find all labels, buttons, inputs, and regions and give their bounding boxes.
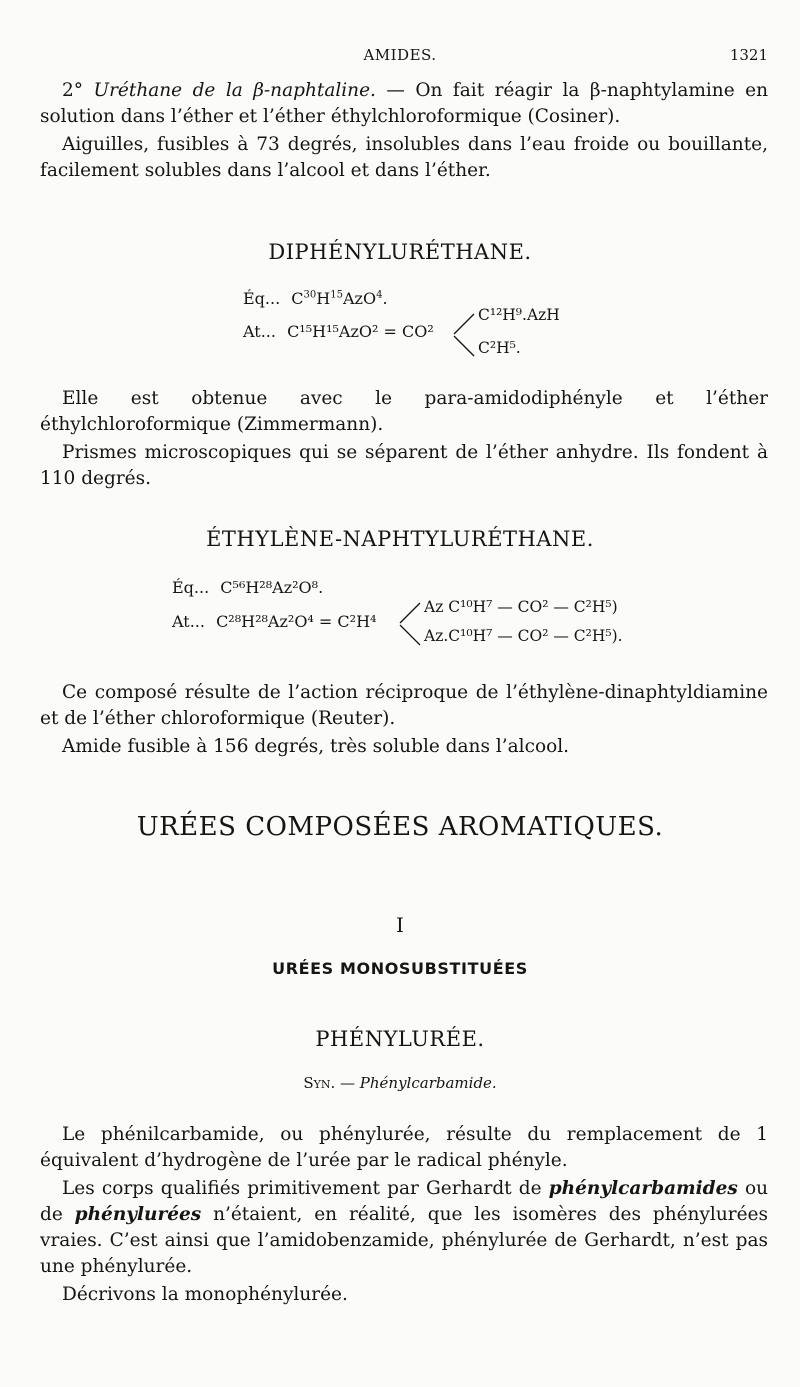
synonym-line: Syn. — Phénylcarbamide. xyxy=(303,1074,497,1092)
part-heading: URÉES COMPOSÉES AROMATIQUES. xyxy=(136,812,664,842)
eq-label: Éq... xyxy=(243,289,281,308)
term-phenylcarbamides: phénylcarbamides xyxy=(548,1178,738,1199)
section-title: URÉES MONOSUBSTITUÉES xyxy=(272,959,528,978)
eq-label: Éq... xyxy=(172,578,210,597)
urethane-naphtaline-properties xyxy=(40,132,768,184)
ethylene-at-formula xyxy=(172,612,376,631)
properties-text: Aiguilles, fusibles à 73 degrés, insolubles dans l’eau froide ou bouillante, facilement solubles dans l’alcool et dans l’éther. xyxy=(40,134,768,181)
ethylene-branch-top: Az C¹⁰H⁷ — CO² — C²H⁵) xyxy=(424,598,618,616)
at-label: At... xyxy=(243,322,276,341)
running-head-title: AMIDES. xyxy=(363,46,437,64)
ethylene-eq-formula xyxy=(172,578,323,597)
diphenylurethane-at-formula xyxy=(243,322,434,341)
eq-formula: C⁵⁶H²⁸Az²O⁸. xyxy=(220,578,324,597)
ethylene-naphtylurethane-heading: ÉTHYLÈNE-NAPHTYLURÉTHANE. xyxy=(206,527,594,551)
item-number: 2° xyxy=(62,80,84,101)
ethylene-branch-bottom: Az.C¹⁰H⁷ — CO² — C²H⁵). xyxy=(424,627,623,645)
diphenylurethane-eq-formula xyxy=(243,289,388,308)
ethylene-paragraph-1: Ce composé résulte de l’action réciproque de l’éthylène-dinaphtyldiamine et de l’éther chloroformique (Reuter). xyxy=(40,682,768,729)
section-number: I xyxy=(396,913,404,937)
phenyluree-paragraph-1: Le phénilcarbamide, ou phénylurée, résulte du remplacement de 1 équivalent d’hydrogène de l’urée par le radical phényle. xyxy=(40,1124,768,1171)
synonym-value: Phénylcarbamide. xyxy=(359,1074,497,1092)
eq-formula: $C^{30}H^{15}AzO^4$. xyxy=(291,289,388,308)
urethane-naphtaline-paragraph xyxy=(40,78,768,130)
at-formula-left: C¹⁵H¹⁵AzO² = CO² xyxy=(287,322,434,341)
diphenylurethane-branch-bottom: C²H⁵. xyxy=(478,339,521,357)
ethylene-paragraph-2: Amide fusible à 156 degrés, très soluble dans l’alcool. xyxy=(62,736,570,757)
diphenylurethane-heading: DIPHÉNYLURÉTHANE. xyxy=(268,240,532,264)
item-title: Uréthane de la β-naphtaline. xyxy=(93,80,376,101)
page-number: 1321 xyxy=(729,46,768,64)
item-text: — On fait réagir la β-naphtylamine en solution dans l’éther et l’éther éthylchloroformique (Cosiner). xyxy=(40,80,768,127)
at-label: At... xyxy=(172,612,205,631)
phenyluree-paragraph-3: Décrivons la monophénylurée. xyxy=(62,1284,348,1305)
phenyluree-paragraph-2: Les corps qualifiés primitivement par Gerhardt de phénylcarbamides ou de phénylurées n’étaient, en réalité, que les isomères des phénylurées vraies. C’est ainsi que l’amidobenzamide, phénylurée de Gerhardt, n’est pas une phénylurée. xyxy=(40,1178,768,1277)
phenyluree-heading: PHÉNYLURÉE. xyxy=(315,1027,485,1051)
formula-bracket xyxy=(398,601,424,649)
running-head xyxy=(0,46,800,68)
formula-bracket xyxy=(452,312,478,360)
at-formula-left: C²⁸H²⁸Az²O⁴ = C²H⁴ xyxy=(216,612,377,631)
diphenylurethane-paragraph-2: Prismes microscopiques qui se séparent de l’éther anhydre. Ils fondent à 110 degrés. xyxy=(40,442,768,489)
synonym-label: Syn. xyxy=(303,1074,336,1092)
term-phenylurees: phénylurées xyxy=(74,1204,202,1225)
diphenylurethane-paragraph-1: Elle est obtenue avec le para-amidodiphényle et l’éther éthylchloroformique (Zimmermann). xyxy=(40,388,768,435)
diphenylurethane-branch-top: C¹²H⁹.AzH xyxy=(478,306,560,324)
